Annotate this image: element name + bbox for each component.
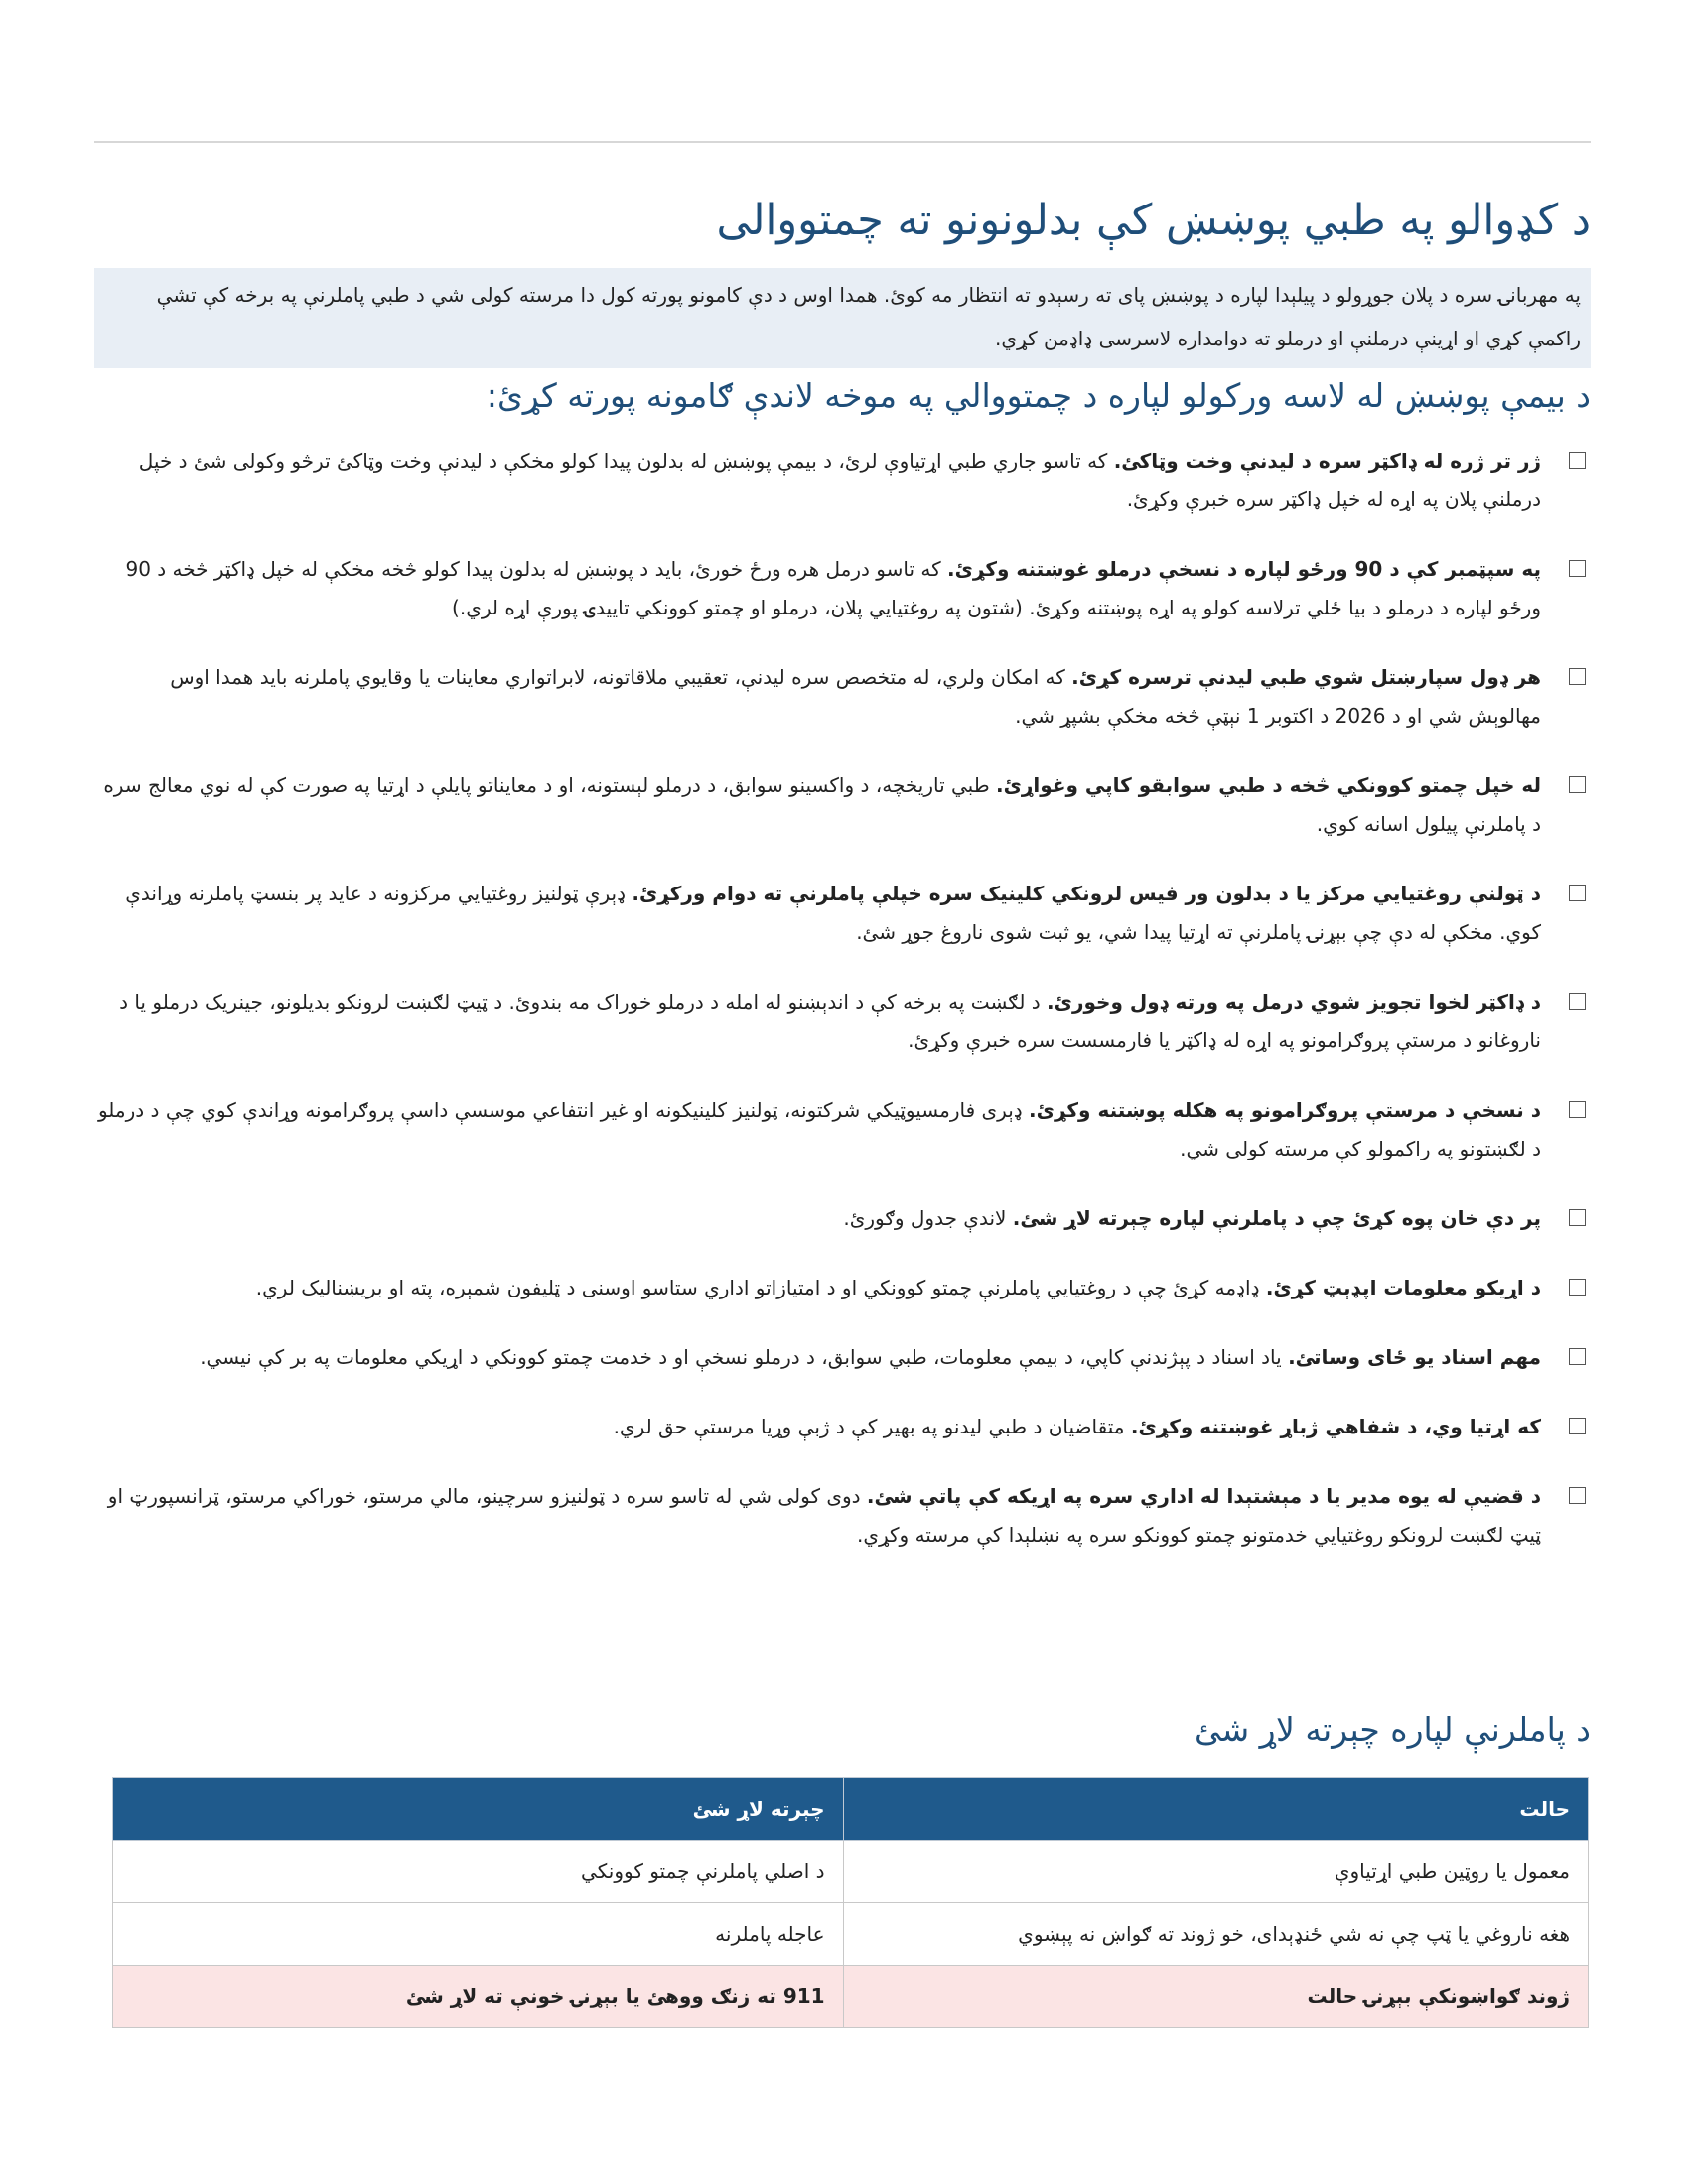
checklist-item (94, 875, 1591, 952)
intro-banner: په مهربانۍ سره د پلان جوړولو د پیلېدا لپاره د پوښښ پای ته رسېدو ته انتظار مه کوئ. همدا اوس د دې کامونو پورته کول دا مرسته کولی شي د طبي پاملرنې په برخه کې تشې راکمې کړي او اړینې درملنې او درملو ته دوامداره لاسرسی ډاډمن کړي. (94, 268, 1591, 368)
table-header-row (113, 1778, 1589, 1841)
table-cell-condition: هغه ناروغي یا ټپ چې نه شي ځنډېدای، خو ژوند ته ګواښ نه پېښوي (843, 1903, 1588, 1966)
checklist-item (94, 1199, 1591, 1238)
table-cell-condition: معمول یا روټین طبي اړتیاوې (843, 1841, 1588, 1903)
checklist-item (94, 442, 1591, 519)
header-where-to-go: چېرته لاړ شئ (113, 1778, 844, 1841)
table-row-emergency (113, 1966, 1589, 2028)
checkbox[interactable] (1569, 1279, 1586, 1296)
checklist-item (94, 658, 1591, 736)
checklist-item (94, 550, 1591, 627)
table-cell-condition: ژوند ګواښونکې بېړنۍ حالت (843, 1966, 1588, 2028)
checklist-item-text: د لګښت په برخه کې د اندېښنو له امله د درملو خوراک مه بندوئ. د ټیټ لګښت لرونکو بدیلونو، جینریک درملو یا د ناروغانو د مرستې پروګرامونو په اړه له ډاکټر یا فارمسست سره خبرې وکړئ. (119, 990, 1541, 1052)
checklist-item-bold: د ټولنې روغتیايي مرکز یا د بدلون ور فیس لرونکي کلینیک سره خپلې پاملرنې ته دوام ورکړئ. (632, 882, 1541, 905)
page-title: د کډوالو په طبي پوښښ کې بدلونونو ته چمتووالی (716, 196, 1591, 245)
checklist-item-text: طبي تاریخچه، د واکسینو سوابق، د درملو لېستونه، او د معایناتو پایلې د اړتیا په صورت کې له نوي معالج سره د پاملرنې پیلول اسانه کوي. (103, 773, 1541, 836)
checklist-item-text: که تاسو جاري طبي اړتياوې لرئ، د بيمې پوښښ له بدلون پیدا کولو مخکې د لیدنې وخت وټاکئ ترڅو وکولی شئ د خپل درملنې پلان په اړه له خپل ډاکټر سره خبرې وکړئ. (138, 449, 1541, 511)
checklist-item-bold: په سپټمبر کې د 90 ورځو لپاره د نسخې درملو غوښتنه وکړئ. (946, 557, 1541, 581)
table-heading: د پاملرنې لپاره چېرته لاړ شئ (1194, 1710, 1591, 1749)
checkbox[interactable] (1569, 1418, 1586, 1434)
checklist-heading: د بیمې پوښښ له لاسه ورکولو لپاره د چمتووالي په موخه لاندې ګامونه پورته کړئ: (486, 376, 1591, 415)
checklist-item-text: ډېری فارمسیوټیکي شرکتونه، ټولنیز کلینیکونه او غیر انتفاعي موسسې داسې پروګرامونه وړاندې کوي چې د درملو د لګښتونو په راکمولو کې مرسته کولی شي. (97, 1098, 1541, 1160)
care-table (112, 1777, 1589, 2028)
checklist-item (94, 1338, 1591, 1377)
checkbox[interactable] (1569, 560, 1586, 577)
checklist-item-text: دوی کولی شي له تاسو سره د ټولنیزو سرچینو، مالي مرستو، خوراکي مرستو، ټرانسپورټ او ټیټ لګښت لرونکو روغتیايي خدمتونو چمتو کوونکو سره په نښلېدا کې مرسته وکړي. (107, 1484, 1541, 1547)
checkbox[interactable] (1569, 1348, 1586, 1365)
checklist-item-bold: د ډاکټر لخوا تجویز شوي درمل په ورته ډول وخورئ. (1047, 990, 1541, 1014)
checkbox[interactable] (1569, 885, 1586, 901)
checklist (94, 442, 1591, 1585)
checklist-item-bold: له خپل چمتو کوونکي څخه د طبي سوابقو کاپي وغواړئ. (995, 773, 1541, 797)
top-divider (94, 141, 1591, 143)
checklist-item-bold: د قضیې له یوه مدیر یا د مېشتېدا له اداري سره په اړیکه کې پاتې شئ. (866, 1484, 1541, 1508)
table-cell-where: عاجله پاملرنه (113, 1903, 844, 1966)
checklist-item-bold: د نسخې د مرستې پروګرامونو په هکله پوښتنه وکړئ. (1029, 1098, 1541, 1122)
checklist-item (94, 983, 1591, 1060)
checkbox[interactable] (1569, 1209, 1586, 1226)
checklist-item-text: ډېرې ټولنیز روغتیايي مرکزونه د عاید پر بنسټ پاملرنه وړاندې کوي. مخکې له دې چې بېړنۍ پاملرنې ته اړتیا پیدا شي، یو ثبت شوی ناروغ جوړ شئ. (125, 882, 1541, 944)
checklist-item (94, 1477, 1591, 1555)
checkbox[interactable] (1569, 776, 1586, 793)
table-row (113, 1841, 1589, 1903)
checklist-item-text: متقاضیان د طبي لیدنو په بهیر کې د ژبې وړیا مرستې حق لري. (613, 1415, 1131, 1438)
checklist-item (94, 1269, 1591, 1307)
checklist-item-text: که تاسو درمل هره ورځ خورئ، باید د پوښښ له بدلون پیدا کولو څخه مخکې له خپل ډاکټر څخه د 90 ورځو لپاره د درملو د بیا ځلي ترلاسه کولو په اړه پوښتنه وکړئ. (شتون په روغتیايي پلان، درملو او چمتو کوونکي تاییدۍ پورې اړه لري.) (125, 557, 1541, 619)
checklist-item-bold: د اړیکو معلومات اپډېټ کړئ. (1265, 1276, 1541, 1299)
checklist-item-text: لاندې جدول وګورئ. (843, 1206, 1013, 1230)
checklist-item-text: که امکان ولري، له متخصص سره لیدنې، تعقیبي ملاقاتونه، لابراتواري معاینات یا وقایوي پاملرنه باید همدا اوس مهالوېش شي او د 2026 د اکتوبر 1 نېټې څخه مخکې بشپړ شي. (170, 665, 1541, 728)
checkbox[interactable] (1569, 993, 1586, 1010)
checkbox[interactable] (1569, 668, 1586, 685)
checklist-item-bold: پر دې خان پوه کړئ چې د پاملرنې لپاره چېرته لاړ شئ. (1012, 1206, 1541, 1230)
checkbox[interactable] (1569, 1487, 1586, 1504)
checklist-item-text: یاد اسناد د پېژندنې کاپي، د بیمې معلومات، طبي سوابق، د درملو نسخې او د خدمت چمتو کوونکي د اړیکي معلومات په بر کې نیسي. (200, 1345, 1289, 1369)
checklist-item-bold: که اړتیا وي، د شفاهي ژباړ غوښتنه وکړئ. (1130, 1415, 1541, 1438)
checkbox[interactable] (1569, 452, 1586, 469)
checklist-item-bold: ژر تر ژره له ډاکټر سره د لیدنې وخت وټاکئ. (1113, 449, 1541, 473)
checklist-item (94, 766, 1591, 844)
table-cell-where: د اصلي پاملرنې چمتو کوونکي (113, 1841, 844, 1903)
table-cell-where: 911 ته زنګ ووهئ یا بېړنۍ خونې ته لاړ شئ (113, 1966, 844, 2028)
checklist-item-bold: هر ډول سپارښتل شوي طبي لیدنې ترسره کړئ. (1071, 665, 1541, 689)
checklist-item (94, 1091, 1591, 1168)
header-condition: حالت (843, 1778, 1588, 1841)
table-row (113, 1903, 1589, 1966)
checkbox[interactable] (1569, 1101, 1586, 1118)
checklist-item-text: ډاډمه کړئ چې د روغتیايي پاملرنې چمتو کوونکي او د امتیازاتو اداري ستاسو اوسنی د ټلیفون شمېره، پته او بریښنالیک لري. (255, 1276, 1266, 1299)
checklist-item (94, 1408, 1591, 1446)
checklist-item-bold: مهم اسناد یو ځای وساتئ. (1288, 1345, 1541, 1369)
